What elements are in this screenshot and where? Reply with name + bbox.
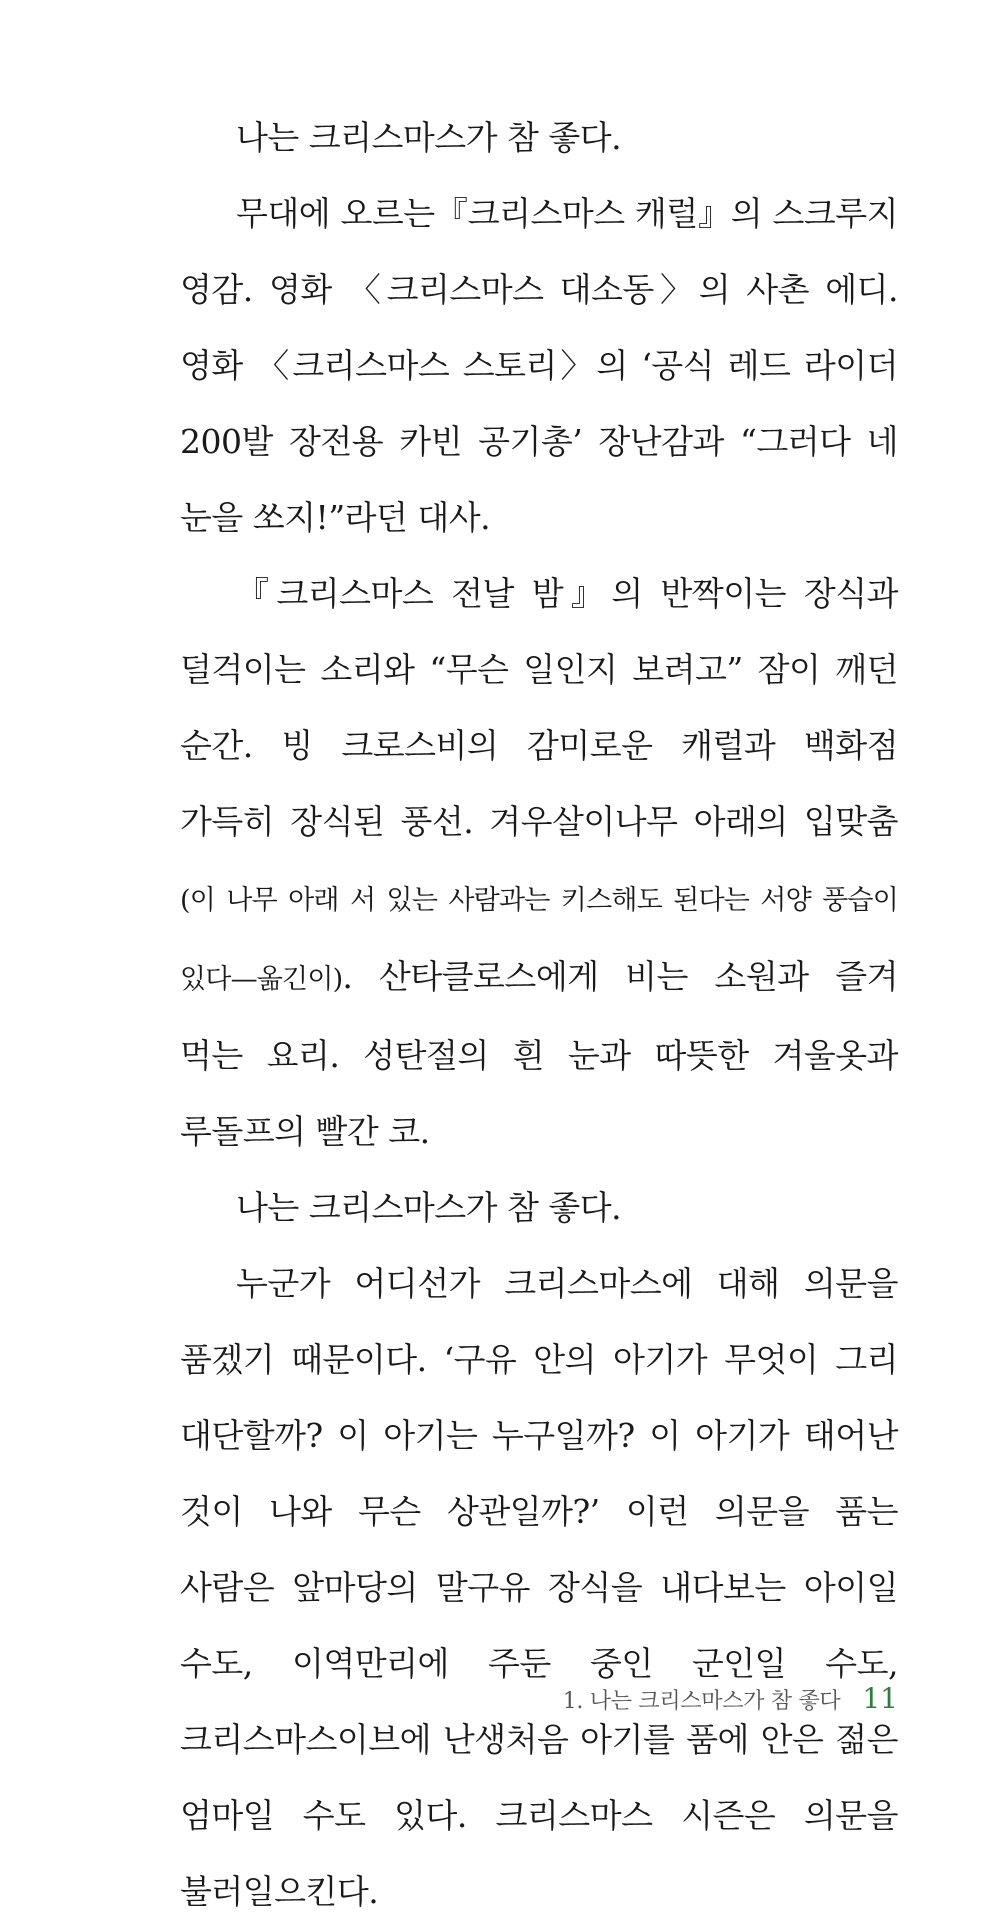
paragraph-3-text-before: 『크리스마스 전날 밤』의 반짝이는 장식과 덜걱이는 소리와 “무슨 일인지 보려고” 잠이 깨던 순간. 빙 크로스비의 감미로운 캐럴과 백화점 가득히 장식된 풍선. 겨우살이나무 아래의 입맞춤 — [180, 574, 898, 841]
page-number: 11 — [862, 1682, 898, 1715]
paragraph-2: 무대에 오르는『크리스마스 캐럴』의 스크루지 영감. 영화 〈크리스마스 대소동〉의 사촌 에디. 영화 〈크리스마스 스토리〉의 ‘공식 레드 라이더 200발 장전용 카빈 공기총’ 장난감과 “그러다 네 눈을 쏘지!”라던 대사. — [180, 194, 898, 537]
page-footer — [563, 1682, 898, 1715]
paragraph-1: 나는 크리스마스가 참 좋다. — [236, 118, 622, 157]
running-footer-chapter: 1. 나는 크리스마스가 참 좋다 — [562, 1689, 841, 1714]
page-body — [180, 100, 898, 1930]
translator-note: (이 나무 아래 서 있는 사람과는 키스해도 된다는 서양 풍습이 있다—옮긴이) — [180, 885, 898, 995]
paragraph-3-text-after: . 산타클로스에게 비는 소원과 즐겨 먹는 요리. 성탄절의 흰 눈과 따뜻한 겨울옷과 루돌프의 빨간 코. — [180, 957, 898, 1151]
paragraph-4: 나는 크리스마스가 참 좋다. — [236, 1188, 622, 1227]
paragraph-5: 누군가 어디선가 크리스마스에 대해 의문을 품겠기 때문이다. ‘구유 안의 아기가 무엇이 그리 대단할까? 이 아기는 누구일까? 이 아기가 태어난 것이 나와 무슨 상관일까?’ 이런 의문을 품는 사람은 앞마당의 말구유 장식을 내다보는 아이일 수도, 이역만리에 주둔 중인 군인일 수도, 크리스마스이브에 난생처음 아기를 품에 안은 젊은 엄마일 수도 있다. 크리스마스 시즌은 의문을 불러일으킨다. — [180, 1264, 898, 1911]
paragraph-3 — [180, 556, 898, 1170]
